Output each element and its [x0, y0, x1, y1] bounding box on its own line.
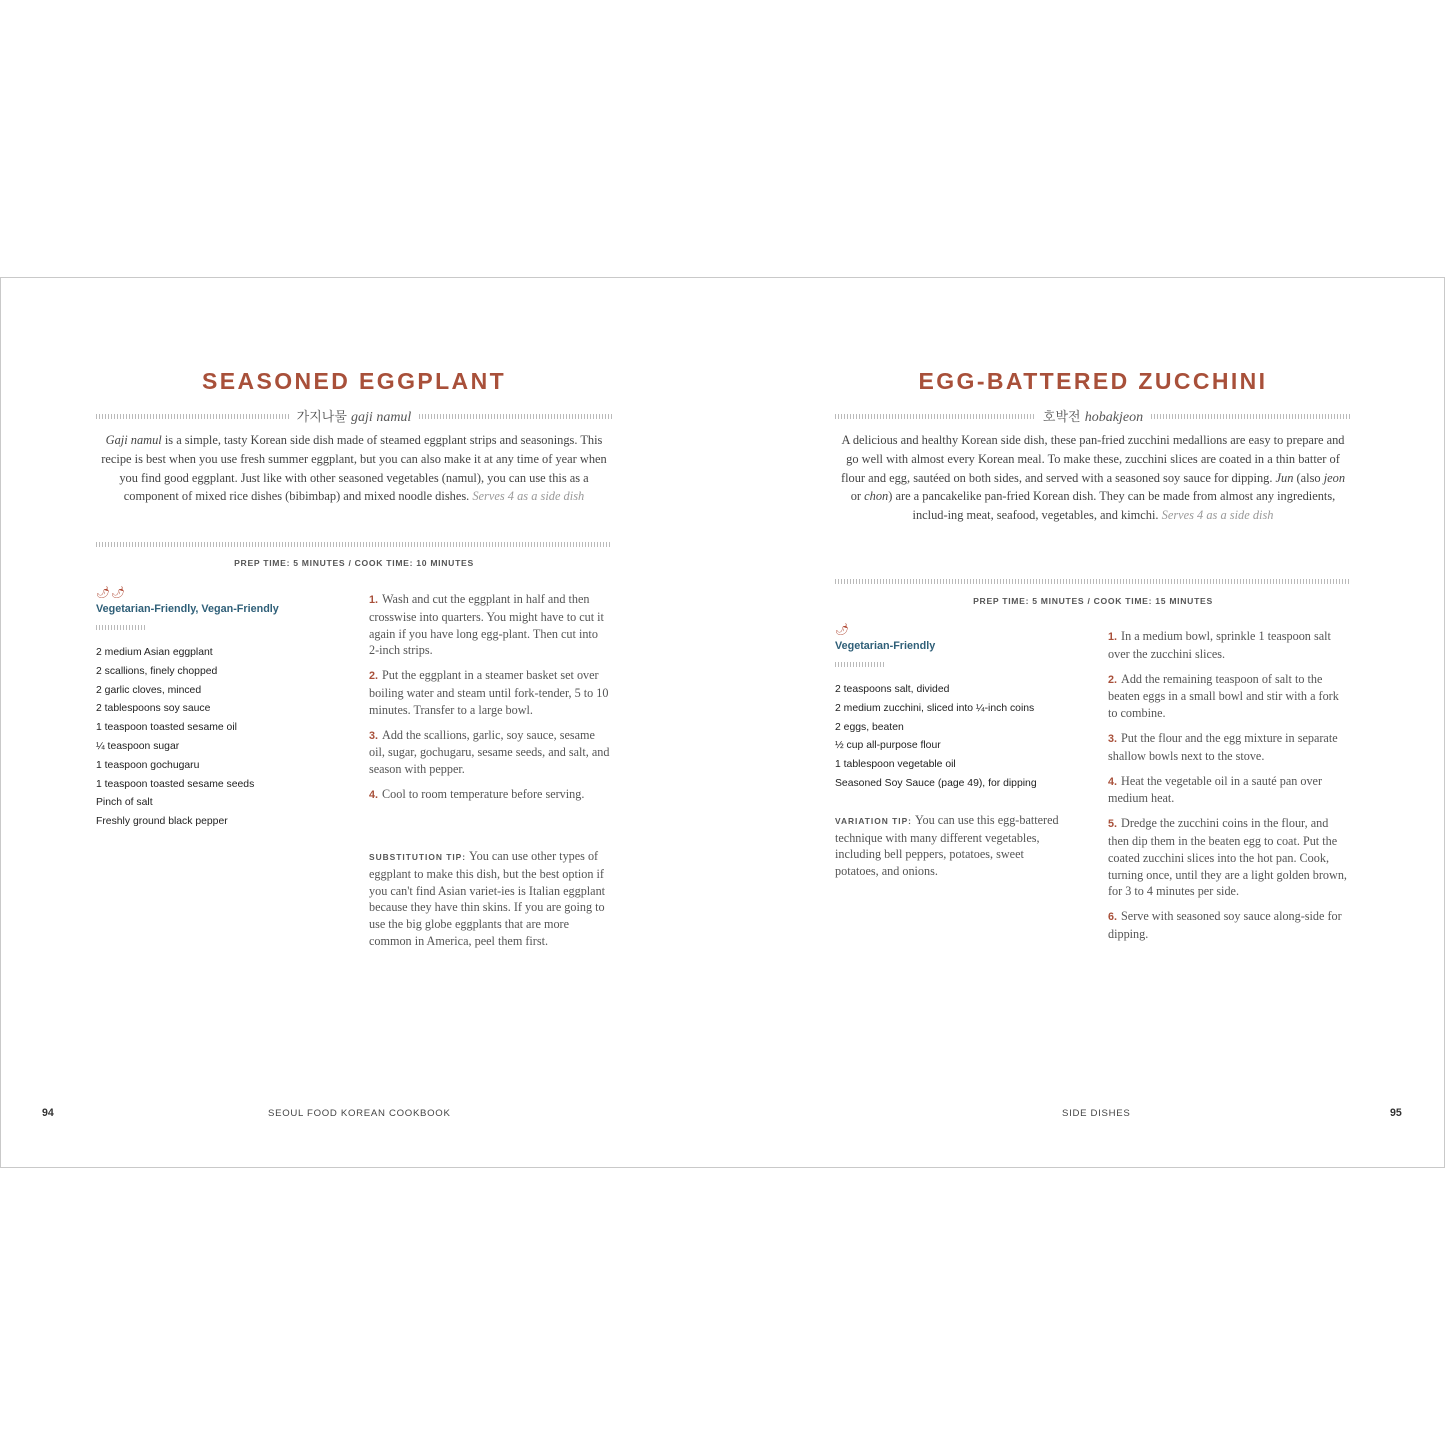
- ingredient-list: [96, 644, 336, 832]
- dotted-rule: [419, 414, 612, 419]
- tip-text: You can use other types of eggplant to make this dish, but the best option if you can't find Asian variet-ies is Italian eggplant because they have thin skins. If you are going to use the big globe eggplants that are more common in America, peel them first.: [369, 849, 606, 948]
- intro-term: Jun: [1275, 470, 1294, 485]
- step-text: Put the eggplant in a steamer basket set over boiling water and steam until fork-tender, 5 to 10 minutes. Transfer to a large bowl.: [369, 668, 609, 717]
- step-number: 3.: [369, 729, 379, 742]
- intro-term: jeon: [1323, 470, 1346, 485]
- variation-tip: [835, 812, 1067, 880]
- ingredient-item: 2 teaspoons salt, divided: [835, 684, 950, 695]
- step-number: 4.: [369, 788, 379, 801]
- diet-label: Vegetarian-Friendly, Vegan-Friendly: [96, 603, 279, 615]
- step-text: Add the scallions, garlic, soy sauce, sesame oil, sugar, gochugaru, sesame seeds, and salt, and season with pepper.: [369, 727, 610, 777]
- ingredient-item: ¼ teaspoon sugar: [96, 740, 180, 752]
- step-text: Serve with seasoned soy sauce along-side for dipping.: [1108, 909, 1342, 941]
- step-text: Put the flour and the egg mixture in separate shallow bowls next to the stove.: [1108, 730, 1338, 763]
- running-footer: SEOUL FOOD KOREAN COOKBOOK: [268, 1108, 451, 1119]
- ingredient-item: 2 medium zucchini, sliced into ¼-inch coins: [835, 702, 1035, 714]
- step-number: 2.: [369, 670, 379, 683]
- page-number: 94: [42, 1107, 54, 1119]
- running-footer: SIDE DISHES: [1062, 1108, 1131, 1119]
- ingredient-item: Freshly ground black pepper: [96, 816, 228, 828]
- ingredient-item: 2 medium Asian eggplant: [96, 647, 213, 658]
- step-text: Cool to room temperature before serving.: [382, 786, 585, 801]
- subtitle-row: [96, 407, 612, 425]
- step-number: 2.: [1108, 673, 1118, 686]
- serves-text: Serves 4 as a side dish: [472, 489, 585, 504]
- ingredient-item: 2 eggs, beaten: [835, 721, 904, 733]
- chili-pepper-icon: 🌶: [835, 624, 850, 636]
- page-number: 95: [1390, 1107, 1402, 1119]
- step-number: 5.: [1108, 818, 1118, 831]
- intro-part: or: [850, 489, 865, 504]
- intro-body: is a simple, tasty Korean side dish made of steamed eggplant strips and seasonings. This recipe is best when you use fresh summer eggplant, but you can also make it at any time of year when you find good eggplant. Just like with other seasoned vegetables (namul), you can use this as a component of mixed rice dishes (bibimbap) and mixed noodle dishes.: [101, 433, 607, 504]
- prep-cook-times: PREP TIME: 5 MINUTES / COOK TIME: 10 MINUTES: [234, 558, 474, 568]
- step-text: Add the remaining teaspoon of salt to the beaten eggs in a small bowl and stir with a fork to combine.: [1108, 671, 1339, 721]
- right-page: [722, 278, 1443, 1167]
- step-item: [369, 591, 611, 659]
- romanized-name: gaji namul: [351, 410, 412, 425]
- ingredient-item: Pinch of salt: [96, 797, 153, 809]
- left-page: [1, 278, 722, 1167]
- step-item: [1108, 628, 1350, 663]
- step-item: [1108, 815, 1350, 900]
- dotted-rule: [96, 625, 146, 630]
- dotted-rule: [835, 662, 885, 667]
- tip-text: You can use this egg-battered technique with many different vegetables, including bell peppers, potatoes, sweet potatoes, and onions.: [835, 812, 1059, 879]
- ingredients-column: [96, 586, 336, 832]
- step-number: 1.: [369, 594, 379, 606]
- diet-label: Vegetarian-Friendly: [835, 640, 936, 652]
- chili-pepper-icon: 🌶🌶: [96, 587, 126, 599]
- step-number: 4.: [1108, 775, 1118, 788]
- intro-part: (also: [1293, 470, 1324, 485]
- book-spread: [0, 277, 1445, 1168]
- recipe-subtitle: [1035, 406, 1151, 426]
- intro-lead: Gaji namul: [105, 433, 162, 447]
- step-item: [1108, 908, 1350, 943]
- step-text: Heat the vegetable oil in a sauté pan over medium heat.: [1108, 773, 1323, 806]
- ingredient-item: ½ cup all-purpose flour: [835, 740, 941, 752]
- ingredient-item: 2 garlic cloves, minced: [96, 684, 202, 696]
- ingredient-list: [835, 681, 1075, 794]
- ingredient-item: 1 teaspoon toasted sesame seeds: [96, 778, 255, 790]
- dotted-rule: [1151, 414, 1351, 419]
- step-text: Dredge the zucchini coins in the flour, and then dip them in the beaten egg to coat. Put the coated zucchini slices into the hot pan. Cook, turning once, until they are a light golden brown, for 3 to 4 minutes per side.: [1108, 816, 1347, 899]
- intro-part: ) are a pancakelike pan-fried Korean dish. They can be made from almost any ingredients, includ-ing meat, seafood, vegetables, and kimchi.: [888, 489, 1336, 523]
- dotted-rule: [835, 579, 1351, 584]
- recipe-intro: [835, 431, 1351, 525]
- recipe-intro: [96, 431, 612, 506]
- ingredient-item: 1 teaspoon toasted sesame oil: [96, 722, 237, 734]
- ingredients-column: [835, 623, 1075, 880]
- serves-text: Serves 4 as a side dish: [1161, 508, 1274, 523]
- dotted-rule: [835, 414, 1035, 419]
- korean-name: 호박전: [1042, 410, 1081, 425]
- romanized-name: hobakjeon: [1084, 410, 1144, 425]
- subtitle-row: [835, 407, 1351, 425]
- ingredient-item: Seasoned Soy Sauce (page 49), for dipping: [835, 777, 1037, 789]
- ingredient-item: 1 teaspoon gochugaru: [96, 759, 200, 771]
- step-item: [369, 727, 611, 778]
- ingredient-item: 2 scallions, finely chopped: [96, 665, 218, 677]
- recipe-subtitle: [289, 406, 420, 426]
- korean-name: 가지나물: [296, 410, 347, 425]
- step-item: [369, 667, 611, 718]
- prep-cook-times: PREP TIME: 5 MINUTES / COOK TIME: 15 MINUTES: [973, 596, 1213, 606]
- tip-label: VARIATION TIP:: [835, 815, 912, 826]
- dotted-rule: [96, 542, 612, 547]
- step-number: 3.: [1108, 732, 1118, 745]
- step-list: [369, 591, 611, 812]
- recipe-title: EGG-BATTERED ZUCCHINI: [918, 368, 1268, 394]
- step-item: [1108, 730, 1350, 765]
- intro-part: A delicious and healthy Korean side dish, these pan-fried zucchini medallions are easy to prepare and go well with almost every Korean meal. To make these, zucchini slices are coated in a thin batter of flour and egg, sautéed on both sides, and served with a seasoned soy sauce for dipping.: [840, 433, 1345, 485]
- tip-label: SUBSTITUTION TIP:: [369, 852, 467, 862]
- recipe-title: SEASONED EGGPLANT: [201, 368, 507, 394]
- ingredient-item: 2 tablespoons soy sauce: [96, 703, 211, 715]
- step-item: [1108, 671, 1350, 722]
- step-number: 6.: [1108, 911, 1118, 924]
- ingredient-item: 1 tablespoon vegetable oil: [835, 759, 956, 771]
- step-text: Wash and cut the eggplant in half and then crosswise into quarters. You might have to cut it again if you have long egg-plant. Then cut into 2-inch strips.: [369, 592, 604, 658]
- step-list: [1108, 628, 1350, 951]
- step-item: [1108, 773, 1350, 808]
- step-number: 1.: [1108, 631, 1118, 643]
- dotted-rule: [96, 414, 289, 419]
- step-item: [369, 786, 611, 804]
- intro-term: chon: [864, 489, 889, 504]
- substitution-tip: [369, 848, 611, 950]
- step-text: In a medium bowl, sprinkle 1 teaspoon salt over the zucchini slices.: [1108, 629, 1331, 661]
